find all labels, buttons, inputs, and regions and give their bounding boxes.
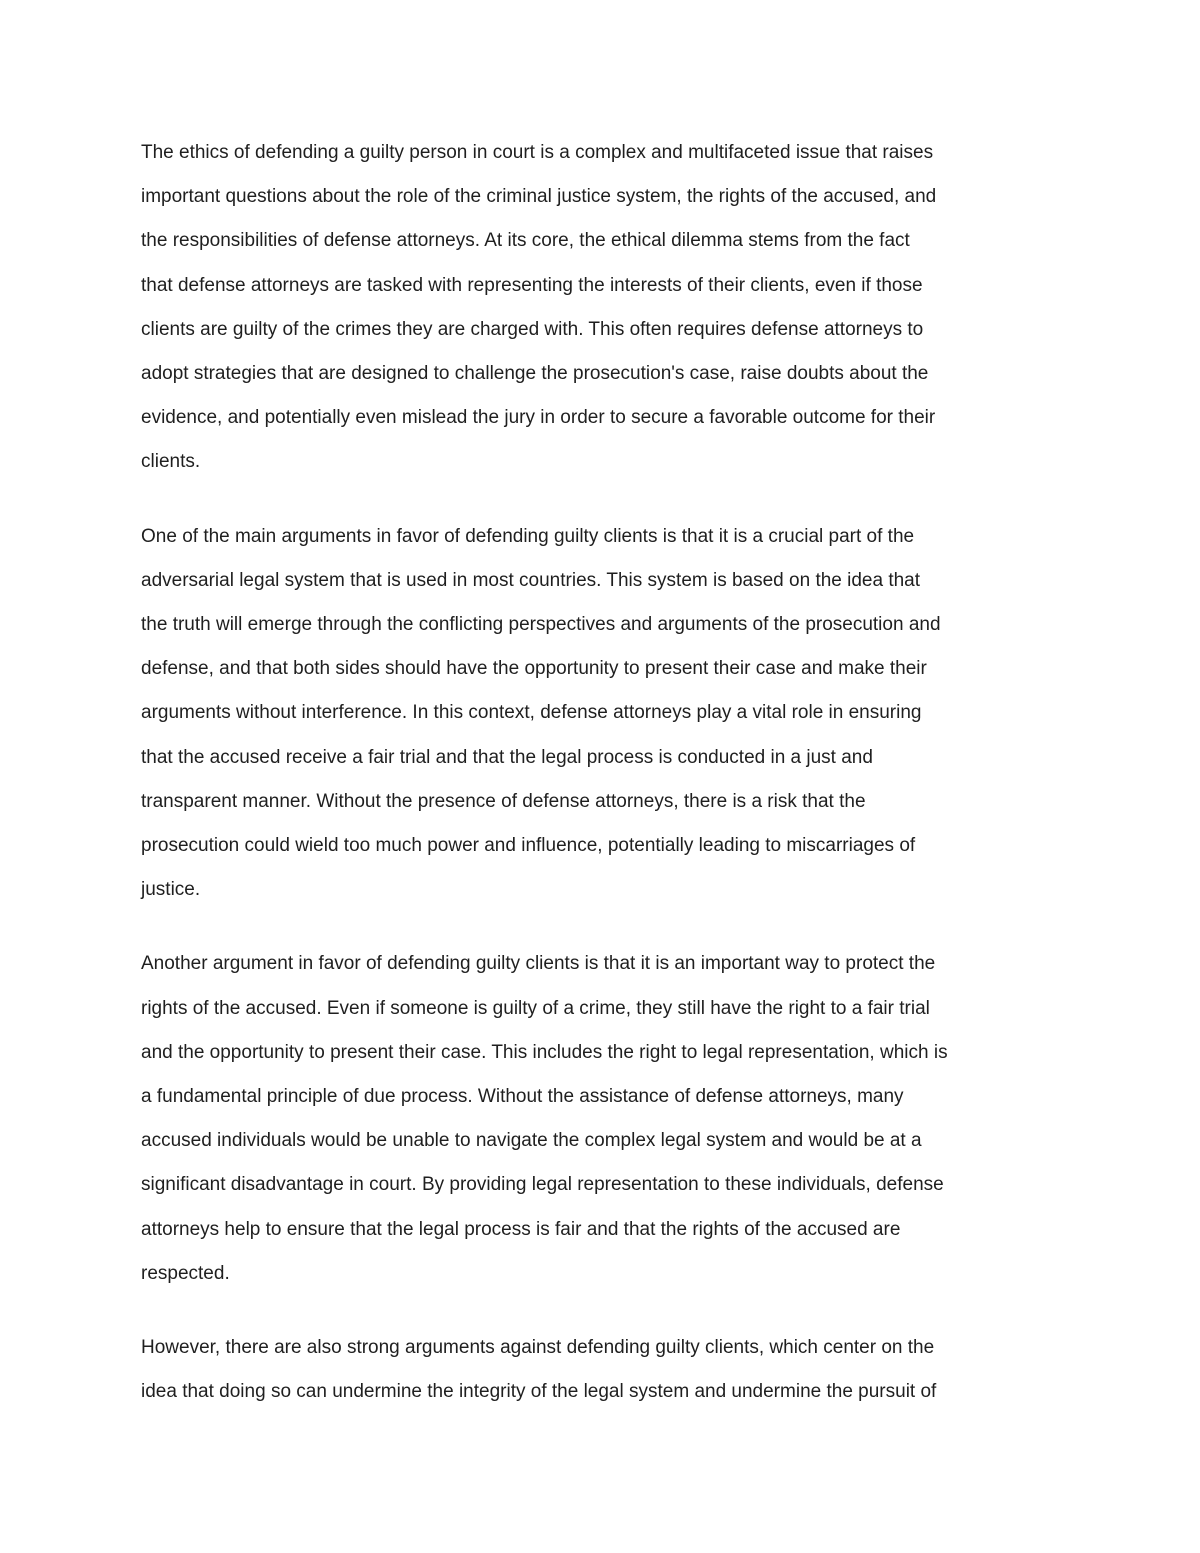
paragraph-4 (141, 1326, 1071, 1414)
text-line: the truth will emerge through the conflicting perspectives and arguments of the prosecution and (141, 614, 941, 636)
text-line: idea that doing so can undermine the integrity of the legal system and undermine the pursuit of (141, 1381, 937, 1403)
text-line: adversarial legal system that is used in most countries. This system is based on the idea that (141, 569, 921, 591)
text-line: important questions about the role of the criminal justice system, the rights of the accused, and (141, 186, 937, 208)
text-line: However, there are also strong arguments against defending guilty clients, which center on the (141, 1337, 935, 1359)
text-line: clients. (141, 451, 201, 473)
text-line: a fundamental principle of due process. Without the assistance of defense attorneys, many (141, 1086, 904, 1108)
text-line: significant disadvantage in court. By providing legal representation to these individuals, defense (141, 1174, 944, 1196)
text-line: clients are guilty of the crimes they are charged with. This often requires defense attorneys to (141, 318, 924, 340)
paragraph-1 (141, 131, 1071, 485)
paragraph-2 (141, 515, 1071, 913)
text-line: attorneys help to ensure that the legal process is fair and that the rights of the accused are (141, 1218, 901, 1240)
text-line: Another argument in favor of defending guilty clients is that it is an important way to protect the (141, 953, 936, 975)
text-line: arguments without interference. In this context, defense attorneys play a vital role in ensuring (141, 702, 922, 724)
text-line: justice. (141, 879, 201, 901)
text-line: adopt strategies that are designed to challenge the prosecution's case, raise doubts about the (141, 363, 929, 385)
paragraph-3 (141, 942, 1071, 1296)
text-line: that defense attorneys are tasked with representing the interests of their clients, even if those (141, 274, 923, 296)
text-line: evidence, and potentially even mislead the jury in order to secure a favorable outcome for their (141, 407, 936, 429)
text-line: The ethics of defending a guilty person in court is a complex and multifaceted issue that raises (141, 142, 934, 163)
text-line: that the accused receive a fair trial and that the legal process is conducted in a just and (141, 746, 873, 768)
document-body (141, 131, 1071, 1444)
text-line: accused individuals would be unable to navigate the complex legal system and would be at a (141, 1130, 922, 1152)
text-line: rights of the accused. Even if someone is guilty of a crime, they still have the right to a fair trial (141, 997, 930, 1019)
text-line: the responsibilities of defense attorneys. At its core, the ethical dilemma stems from the fact (141, 230, 910, 252)
text-line: transparent manner. Without the presence of defense attorneys, there is a risk that the (141, 790, 866, 812)
text-line: and the opportunity to present their case. This includes the right to legal representation, which is (141, 1041, 948, 1063)
text-line: defense, and that both sides should have the opportunity to present their case and make their (141, 658, 927, 680)
text-line: prosecution could wield too much power and influence, potentially leading to miscarriages of (141, 835, 916, 857)
text-line: One of the main arguments in favor of defending guilty clients is that it is a crucial part of the (141, 525, 915, 547)
text-line: respected. (141, 1262, 230, 1284)
